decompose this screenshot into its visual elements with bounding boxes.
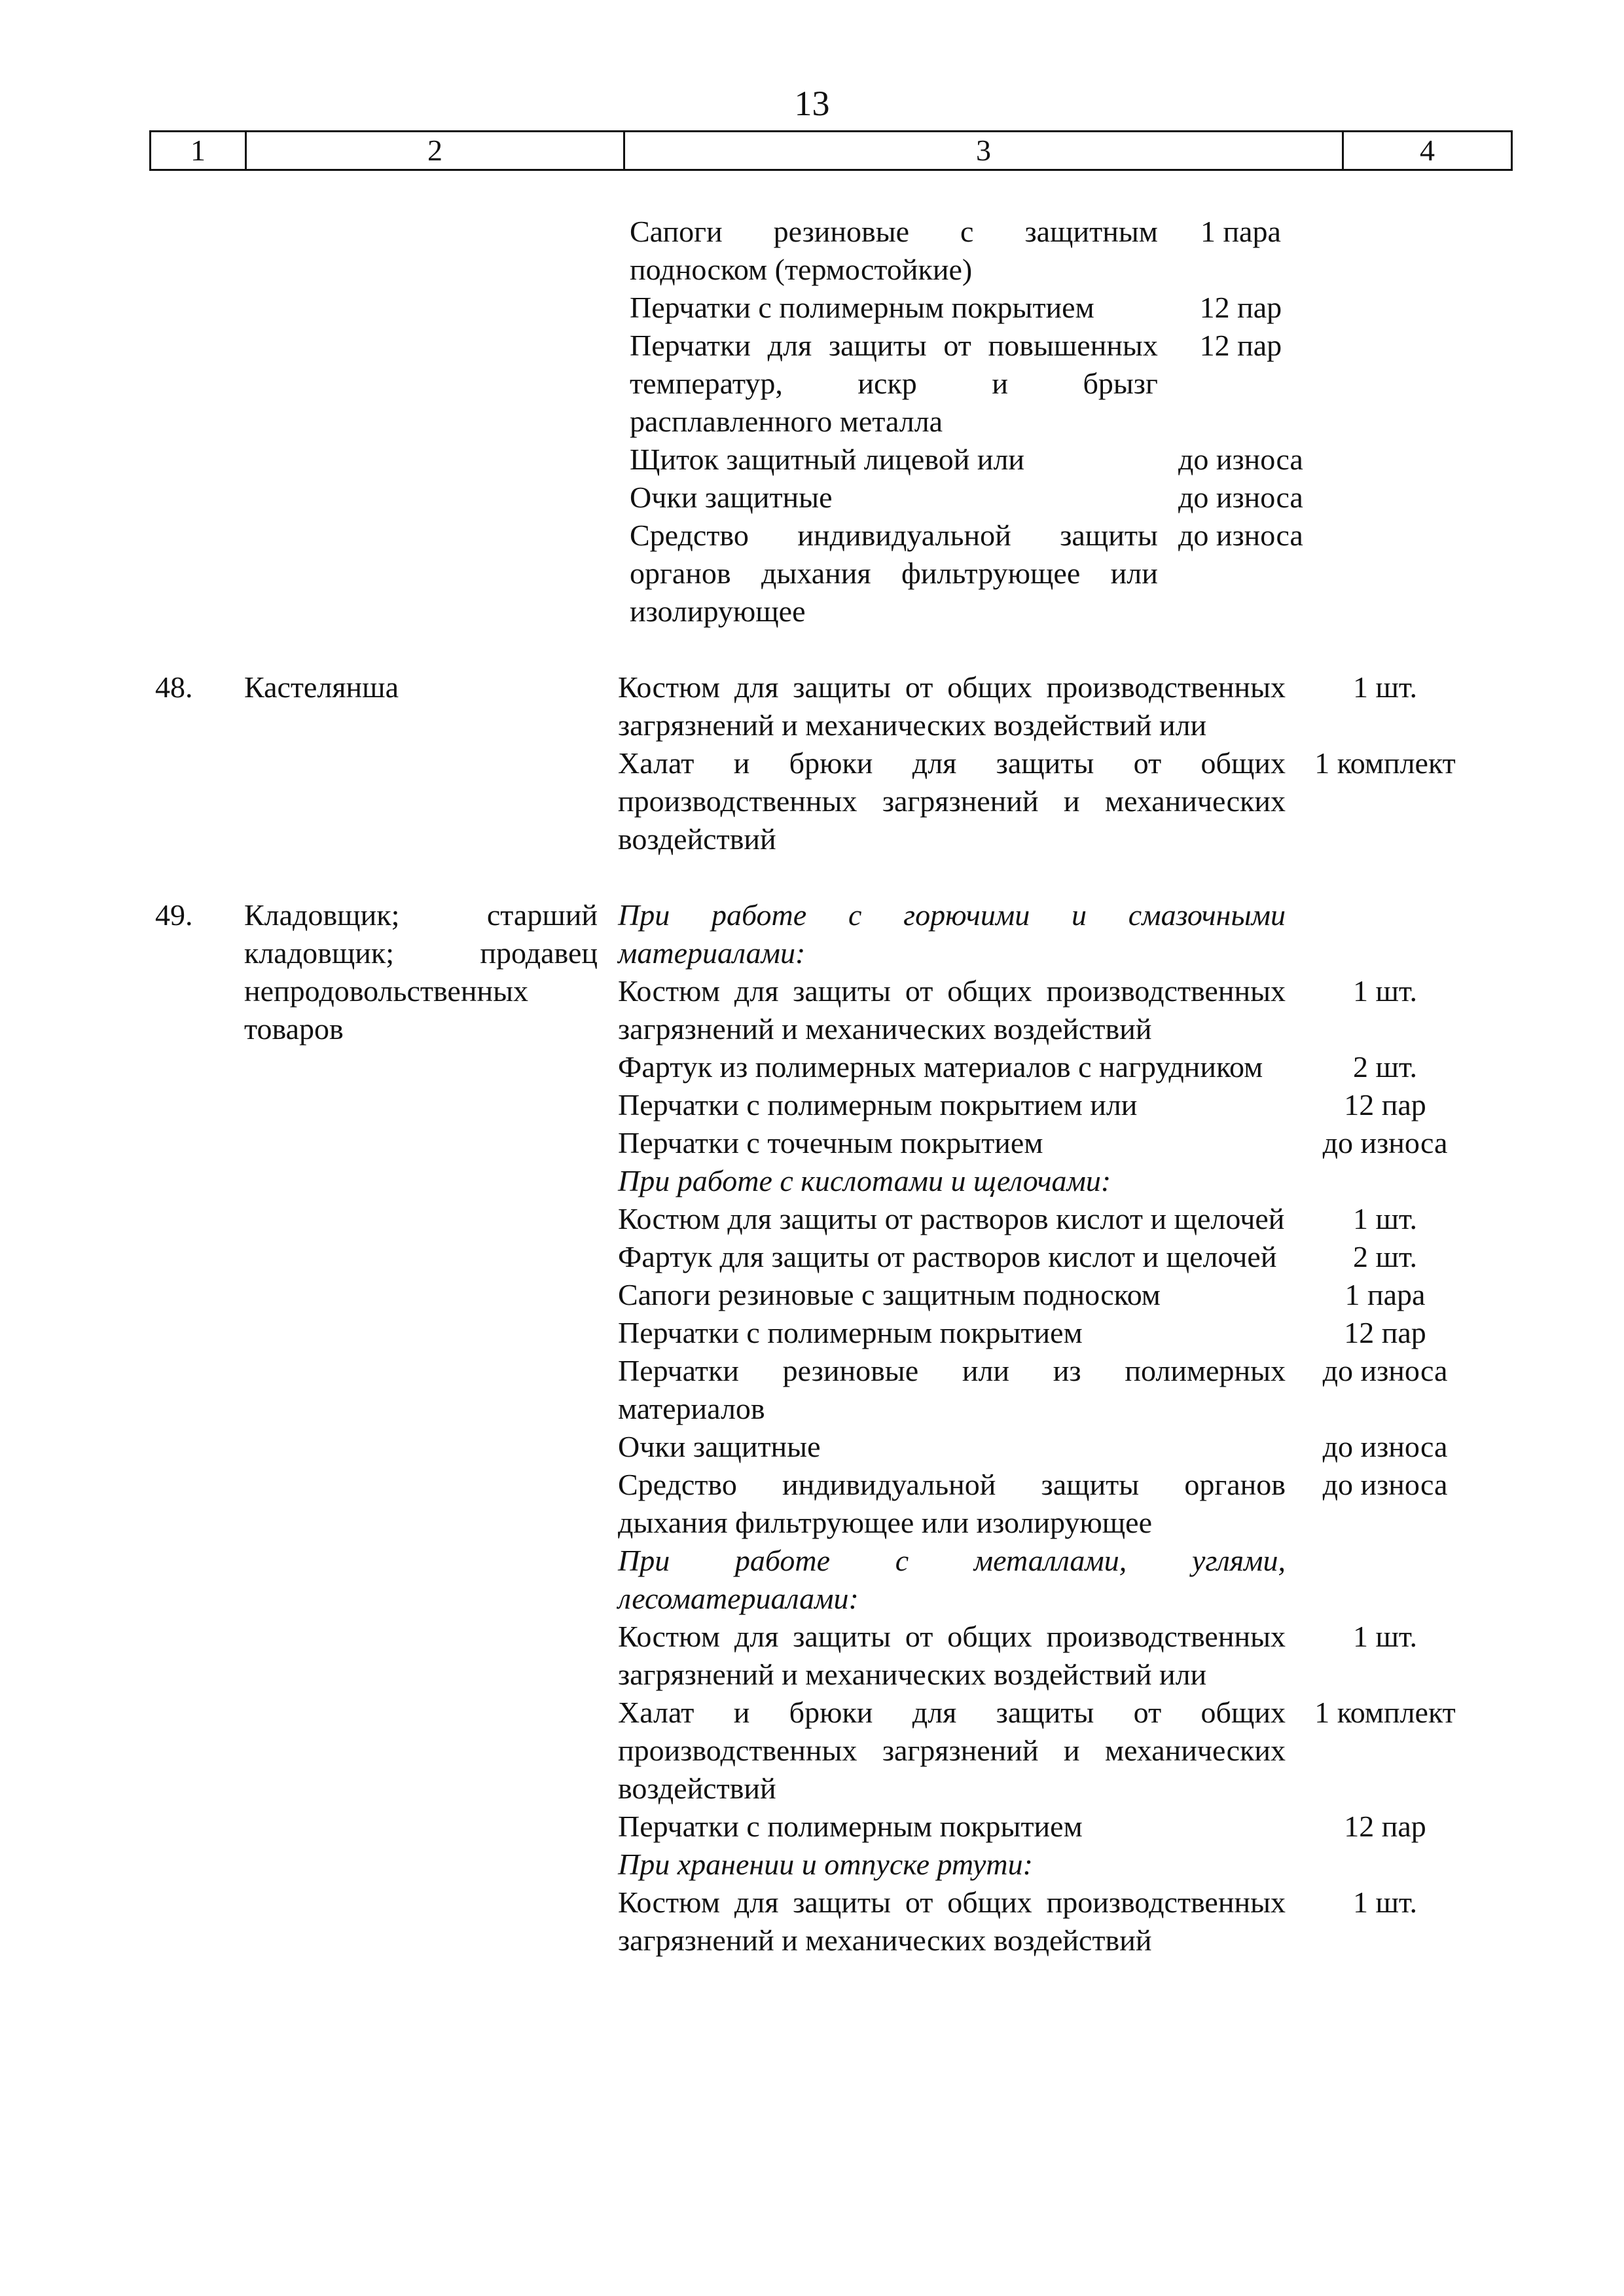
ppe-item-quantity: 12 пар: [1344, 1810, 1426, 1843]
list-item: [618, 1200, 1624, 1238]
ppe-item-quantity: до износа: [1322, 1430, 1448, 1463]
ppe-item-name: Щиток защитный лицевой или: [630, 443, 1025, 476]
ppe-item-quantity: 1 пара: [1200, 215, 1281, 248]
row-number: 48.: [155, 670, 193, 704]
list-item: [618, 1618, 1624, 1694]
ppe-item-quantity: 1 комплект: [1314, 746, 1456, 780]
ppe-item-quantity: 1 шт.: [1352, 974, 1418, 1008]
ppe-item-quantity: 2 шт.: [1352, 1050, 1418, 1084]
ppe-item-name: Халат и брюки для защиты от общих производственных загрязнений и механических воздействий: [618, 746, 1286, 856]
ppe-item-name: Перчатки для защиты от повышенных температур, искр и брызг расплавленного металла: [630, 329, 1158, 438]
ppe-item-quantity: 12 пар: [1199, 291, 1282, 324]
list-item: [618, 1846, 1624, 1884]
ppe-item-quantity: до износа: [1322, 1126, 1448, 1159]
list-item: [618, 1352, 1624, 1428]
position-title: Кастелянша: [244, 670, 399, 704]
list-item: [630, 517, 1309, 630]
ppe-item-quantity: до износа: [1322, 1354, 1448, 1387]
list-item: [630, 213, 1309, 289]
list-item: [618, 1314, 1624, 1352]
table-row: [0, 668, 1624, 858]
list-item: [618, 972, 1624, 1048]
list-item: [630, 479, 1309, 517]
ppe-item-quantity: 1 комплект: [1314, 1696, 1456, 1729]
list-item: [618, 1428, 1624, 1466]
ppe-item-name: Фартук для защиты от растворов кислот и щелочей: [618, 1240, 1277, 1273]
ppe-items-list: [618, 668, 1624, 858]
list-item: [630, 441, 1309, 479]
ppe-item-name: Сапоги резиновые с защитным подноском: [618, 1278, 1161, 1311]
ppe-item-name: Перчатки с полимерным покрытием: [618, 1810, 1083, 1843]
table-body: [0, 213, 1624, 1959]
list-item: [630, 327, 1309, 441]
ppe-item-quantity: 1 шт.: [1352, 1620, 1418, 1653]
ppe-item-name: Костюм для защиты от общих производственных загрязнений и механических воздействий или: [618, 1620, 1286, 1691]
work-condition-heading: При работе с горючими и смазочными материалами:: [618, 898, 1286, 970]
list-item: [618, 1238, 1624, 1276]
position-title: Кладовщик; старший кладовщик; продавец непродовольственных товаров: [244, 898, 598, 1046]
ppe-item-quantity: 1 шт.: [1352, 670, 1418, 704]
list-item: [618, 1124, 1624, 1162]
ppe-items-list: [618, 896, 1624, 1959]
list-item: [618, 1162, 1624, 1200]
ppe-item-name: Средство индивидуальной защиты органов дыхания фильтрующее или изолирующее: [630, 519, 1158, 628]
ppe-item-name: Очки защитные: [618, 1430, 821, 1463]
ppe-item-quantity: 12 пар: [1344, 1088, 1426, 1121]
ppe-item-name: Костюм для защиты от общих производственных загрязнений и механических воздействий или: [618, 670, 1286, 742]
ppe-item-name: Перчатки с полимерным покрытием: [630, 291, 1094, 324]
ppe-item-name: Перчатки резиновые или из полимерных материалов: [618, 1354, 1286, 1425]
ppe-item-name: Перчатки с полимерным покрытием или: [618, 1088, 1138, 1121]
page-number: 13: [794, 84, 830, 123]
list-item: [618, 1808, 1624, 1846]
ppe-item-quantity: до износа: [1178, 481, 1303, 514]
ppe-item-name: Сапоги резиновые с защитным подноском (термостойкие): [630, 215, 1158, 286]
column-header-2: 2: [247, 132, 625, 169]
list-item: [618, 1466, 1624, 1542]
list-item: [618, 896, 1624, 972]
ppe-item-quantity: 2 шт.: [1352, 1240, 1418, 1273]
column-header-1: 1: [151, 132, 247, 169]
ppe-item-quantity: 1 шт.: [1352, 1202, 1418, 1235]
ppe-item-name: Фартук из полимерных материалов с нагрудником: [618, 1050, 1263, 1084]
column-header-4: 4: [1420, 134, 1435, 167]
list-item: [618, 1542, 1624, 1618]
ppe-item-quantity: 12 пар: [1199, 329, 1282, 362]
ppe-item-quantity: до износа: [1178, 519, 1303, 552]
list-item: [618, 1048, 1624, 1086]
ppe-item-quantity: до износа: [1322, 1468, 1448, 1501]
list-item: [618, 744, 1624, 858]
ppe-item-name: Очки защитные: [630, 481, 833, 514]
list-item: [618, 668, 1624, 744]
ppe-item-name: Перчатки с полимерным покрытием: [618, 1316, 1083, 1349]
ppe-item-quantity: 12 пар: [1344, 1316, 1426, 1349]
table-row: [0, 213, 1624, 630]
work-condition-heading: При хранении и отпуске ртути:: [618, 1848, 1033, 1881]
ppe-item-name: Средство индивидуальной защиты органов дыхания фильтрующее или изолирующее: [618, 1468, 1286, 1539]
ppe-items-list: [630, 213, 1309, 630]
ppe-item-name: Перчатки с точечным покрытием: [618, 1126, 1043, 1159]
list-item: [618, 1276, 1624, 1314]
ppe-item-quantity: 1 шт.: [1352, 1886, 1418, 1919]
ppe-item-name: Костюм для защиты от растворов кислот и щелочей: [618, 1202, 1285, 1235]
list-item: [618, 1086, 1624, 1124]
ppe-item-quantity: 1 пара: [1344, 1278, 1426, 1311]
work-condition-heading: При работе с металлами, углями, лесоматериалами:: [618, 1544, 1286, 1615]
ppe-item-name: Костюм для защиты от общих производственных загрязнений и механических воздействий: [618, 974, 1286, 1046]
row-number: 49.: [155, 898, 193, 932]
ppe-item-quantity: до износа: [1178, 443, 1303, 476]
column-header-row: [149, 130, 1513, 171]
ppe-item-name: Халат и брюки для защиты от общих производственных загрязнений и механических воздействий: [618, 1696, 1286, 1805]
work-condition-heading: При работе с кислотами и щелочами:: [618, 1164, 1111, 1197]
table-row: [0, 896, 1624, 1959]
list-item: [618, 1884, 1624, 1959]
column-header-3: 3: [625, 132, 1344, 169]
list-item: [630, 289, 1309, 327]
list-item: [618, 1694, 1624, 1808]
ppe-item-name: Костюм для защиты от общих производственных загрязнений и механических воздействий: [618, 1886, 1286, 1957]
